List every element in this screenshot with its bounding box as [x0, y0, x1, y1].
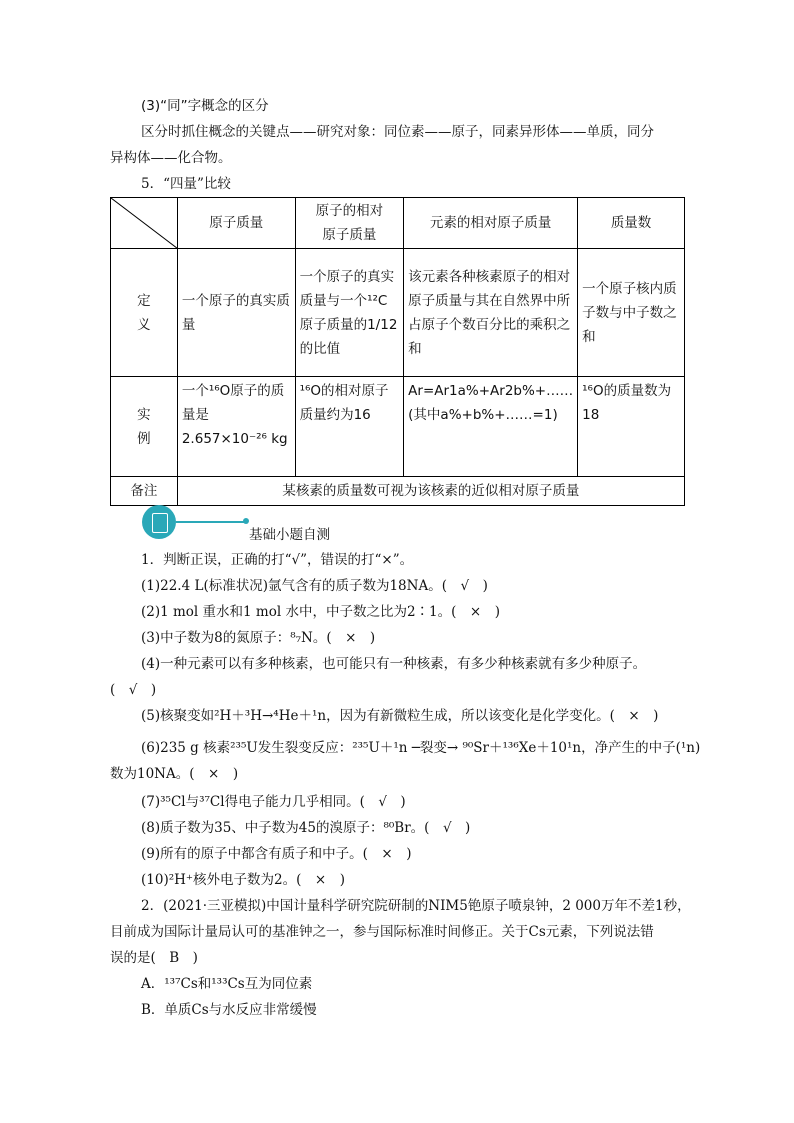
heading-rule [176, 521, 246, 523]
cell-def-relative-atomic-mass: 一个原子的真实质量与一个¹²C原子质量的1/12的比值 [295, 249, 404, 377]
q1-item-2: (2)1 mol 重水和1 mol 水中，中子数之比为2∶1。( × ) [141, 604, 500, 620]
header-relative-atomic-mass: 原子的相对原子质量 [295, 198, 404, 249]
section3-title: (3)“同”字概念的区分 [141, 98, 269, 114]
section3-line1: 区分时抓住概念的关键点——研究对象：同位素——原子，同素异形体——单质，同分 [141, 124, 654, 140]
cell-ex-mass-number: ¹⁶O的质量数为18 [578, 377, 685, 477]
table-row [111, 249, 685, 377]
cell-remark: 某核素的质量数可视为该核素的近似相对原子质量 [177, 477, 684, 506]
four-quantities-table [110, 197, 685, 506]
q1-item-5: (5)核聚变如²H＋³H→⁴He＋¹n，因为有新微粒生成，所以该变化是化学变化。( × ) [141, 708, 659, 724]
q2-option-b: B．单质Cs与水反应非常缓慢 [141, 1002, 317, 1018]
table-row [111, 377, 685, 477]
q1-stem: 1．判断正误，正确的打“√”，错误的打“×”。 [141, 552, 414, 568]
cell-ex-atomic-mass: 一个¹⁶O原子的质量是2.657×10⁻²⁶ kg [177, 377, 295, 477]
row-label-example: 实例 [111, 377, 178, 477]
q1-item-6: (6)235 g 核素²³⁵U发生裂变反应：²³⁵U＋¹n ─裂变→ ⁹⁰Sr＋¹³⁶Xe＋10¹n，净产生的中子(¹n) [141, 740, 701, 756]
q1-item-6-cont: 数为10NA。( × ) [110, 766, 239, 782]
q2-option-a: A．¹³⁷Cs和¹³³Cs互为同位素 [141, 976, 313, 992]
cell-ex-relative-atomic-mass: ¹⁶O的相对原子质量约为16 [295, 377, 404, 477]
q1-item-1: (1)22.4 L(标准状况)氩气含有的质子数为18NA。( √ ) [141, 578, 488, 594]
quiz-icon [142, 505, 176, 539]
cell-def-element-relative-mass: 该元素各种核素原子的相对原子质量与其在自然界中所占原子个数百分比的乘积之和 [404, 249, 578, 377]
section5-title: 5．“四量”比较 [141, 176, 231, 192]
q1-item-3: (3)中子数为8的氮原子：⁸₇N。( × ) [141, 630, 376, 646]
table-row [111, 477, 685, 506]
diagonal-header-cell [111, 198, 178, 249]
q1-item-7: (7)³⁵Cl与³⁷Cl得电子能力几乎相同。( √ ) [141, 794, 406, 810]
cell-def-atomic-mass: 一个原子的真实质量 [177, 249, 295, 377]
q1-item-8: (8)质子数为35、中子数为45的溴原子：⁸⁰Br。( √ ) [141, 820, 471, 836]
cell-def-mass-number: 一个原子核内质子数与中子数之和 [578, 249, 685, 377]
table-header-row [111, 198, 685, 249]
heading-dot [243, 518, 249, 524]
q2-line3: 误的是( B ) [110, 950, 198, 966]
q1-item-9: (9)所有的原子中都含有质子和中子。( × ) [141, 846, 412, 862]
header-atomic-mass: 原子质量 [177, 198, 295, 249]
row-label-definition: 定义 [111, 249, 178, 377]
self-test-heading: 基础小题自测 [249, 527, 330, 543]
section3-line2: 异构体——化合物。 [110, 150, 232, 166]
q1-item-4: (4)一种元素可以有多种核素，也可能只有一种核素，有多少种核素就有多少种原子。 [141, 656, 647, 672]
q1-item-10: (10)²H⁺核外电子数为2。( × ) [141, 872, 345, 888]
q1-item-4-answer: ( √ ) [110, 682, 157, 698]
header-mass-number: 质量数 [578, 198, 685, 249]
q2-line1: 2．(2021·三亚模拟)中国计量科学研究院研制的NIM5铯原子喷泉钟，2 000万年不差1秒， [141, 898, 691, 914]
q2-line2: 目前成为国际计量局认可的基准钟之一，参与国际标准时间修正。关于Cs元素，下列说法错 [110, 924, 654, 940]
header-element-relative-mass: 元素的相对原子质量 [404, 198, 578, 249]
cell-ex-element-relative-mass: Ar=Ar1a%+Ar2b%+……(其中a%+b%+……=1) [404, 377, 578, 477]
row-label-remark: 备注 [111, 477, 178, 506]
